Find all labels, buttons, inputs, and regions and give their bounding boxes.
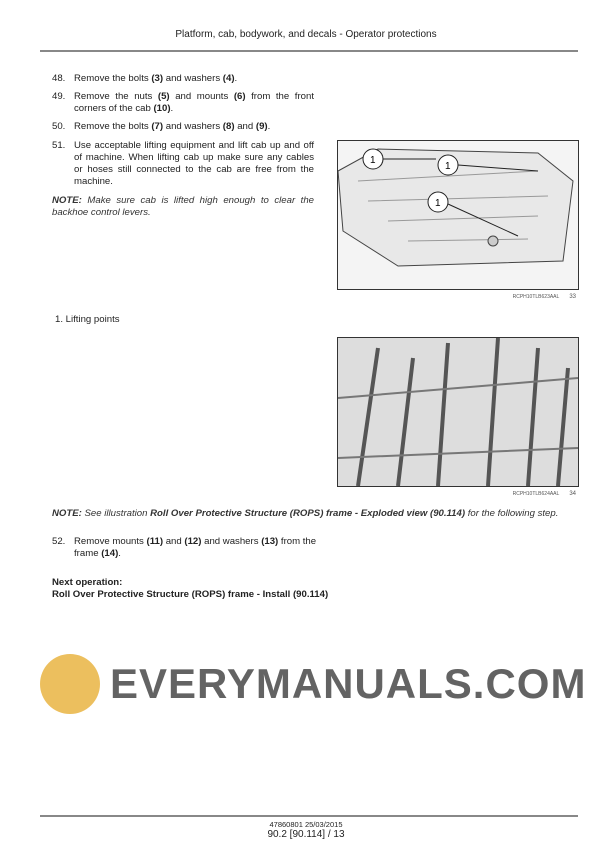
step-text: . [234,73,238,84]
step-51: 51. Use acceptable lifting equipment and lift cab up and off of machine. When lifting cab up make sure any cables or hoses still connected to the cab are free from the machine. [52,140,314,187]
legend-item: 1. Lifting points [55,314,120,325]
part-reference: (11) [146,536,164,547]
step-text: Remove mounts [74,536,147,547]
step-text: and [234,121,256,132]
part-reference: (6) [233,91,246,102]
rops-install-link[interactable]: Roll Over Protective Structure (ROPS) frame - Install (90.114) [52,589,329,600]
page-header: Platform, cab, bodywork, and decals - Operator protections [175,29,437,40]
step-text: . [267,121,271,132]
step-text: from the frame [74,536,317,559]
part-reference: (8) [222,121,235,132]
part-reference: (5) [157,91,170,102]
figure-34-cab-frame [337,337,579,487]
cab-frame-illustration [338,338,578,486]
watermark-logo [40,654,100,714]
part-reference: (9) [255,121,268,132]
header-rule [40,50,578,52]
step-49: 49. Remove the nuts (5) and mounts (6) from the front corners of the cab (10). [52,91,314,114]
cab-roof-illustration [338,141,578,289]
part-reference: (12) [184,536,202,547]
part-reference: (14) [101,548,119,559]
footer-rule [40,815,578,817]
step-text: and [163,536,185,547]
exploded-view-link[interactable]: Roll Over Protective Structure (ROPS) frame - Exploded view (90.114) [150,508,466,519]
callout-1b: 1 [445,161,451,172]
step-48: 48. Remove the bolts (3) and washers (4). [52,73,238,84]
step-52: 52. Remove mounts (11) and (12) and washers (13) from the frame (14). [52,536,317,559]
note-see-illustration: NOTE: See illustration Roll Over Protective Structure (ROPS) frame - Exploded view (90.114) for the following step. [52,508,559,519]
step-text: and washers [163,121,223,132]
part-reference: (4) [222,73,235,84]
step-text: Remove the bolts [74,73,152,84]
step-text: and washers [163,73,223,84]
figure-33-caption: RCPH10TLB623AAL 33 [512,294,576,300]
step-text: from the front corners of the cab [74,91,314,114]
part-reference: (7) [151,121,164,132]
callout-1a: 1 [370,155,376,166]
step-text: . [170,103,174,114]
note-lift: NOTE: Make sure cab is lifted high enough to clear the backhoe control levers. [52,195,314,218]
step-text: . [118,548,121,559]
step-50: 50. Remove the bolts (7) and washers (8) and (9). [52,121,271,132]
step-text: and mounts [169,91,234,102]
step-text: Remove the nuts [74,91,158,102]
callout-1c: 1 [435,198,441,209]
figure-34-caption: RCPH10TLB624AAL 34 [512,491,576,497]
part-reference: (10) [153,103,171,114]
page-footer: 47860801 25/03/2015 90.2 [90.114] / 13 [267,820,345,840]
step-text: Remove the bolts [74,121,152,132]
next-operation: Next operation: Roll Over Protective Structure (ROPS) frame - Install (90.114) [52,577,329,600]
part-reference: (3) [151,73,164,84]
part-reference: (13) [261,536,279,547]
watermark-text: EVERYMANUALS.COM [110,660,587,707]
figure-33-lifting-points [337,140,579,290]
step-text: and washers [201,536,262,547]
